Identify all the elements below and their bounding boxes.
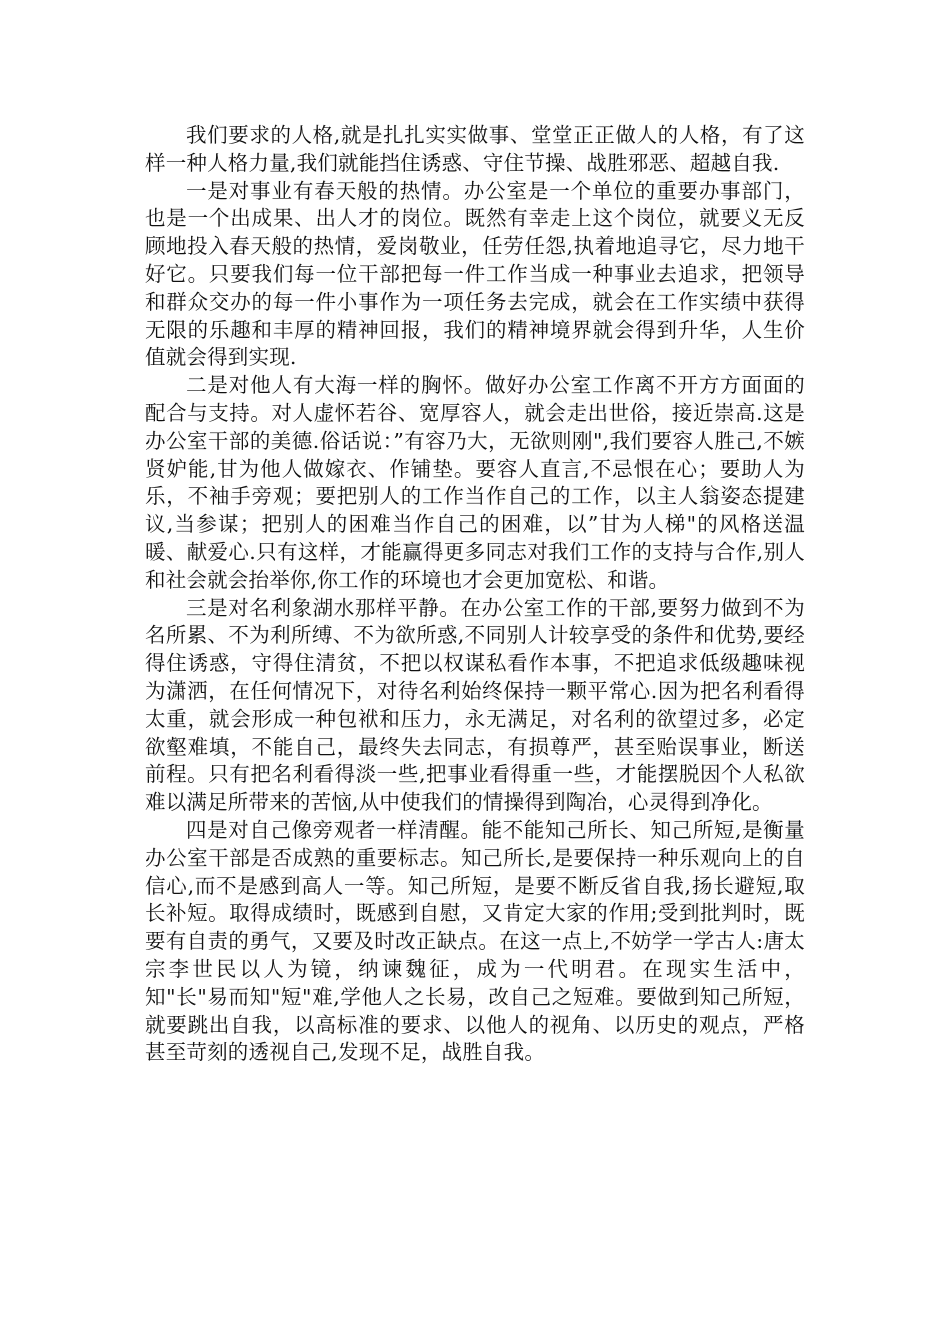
paragraph-point-1: 一是对事业有春天般的热情。办公室是一个单位的重要办事部门，也是一个出成果、出人才的岗位。既然有幸走上这个岗位，就要义无反顾地投入春天般的热情，爱岗敬业，任劳任怨,执着地追寻它，尽力地干好它。只要我们每一位干部把每一件工作当成一种事业去追求，把领导和群众交办的每一件小事作为一项任务去完成，就会在工作实绩中获得无限的乐趣和丰厚的精神回报，我们的精神境界就会得到升华，人生价值就会得到实现. (145, 178, 805, 370)
paragraph-point-2: 二是对他人有大海一样的胸怀。做好办公室工作离不开方方面面的配合与支持。对人虚怀若谷、宽厚容人，就会走出世俗，接近崇高.这是办公室干部的美德.俗话说：”有容乃大，无欲则刚",我们要容人胜己,不嫉贤妒能,甘为他人做嫁衣、作铺垫。要容人直言,不忌恨在心；要助人为乐，不袖手旁观；要把别人的工作当作自己的工作，以主人翁姿态提建议,当参谋；把别人的困难当作自己的困难，以”甘为人梯"的风格送温暖、献爱心.只有这样，才能赢得更多同志对我们工作的支持与合作,别人和社会就会抬举你,你工作的环境也才会更加宽松、和谐。 (145, 373, 805, 592)
paragraph-intro: 我们要求的人格,就是扎扎实实做事、堂堂正正做人的人格，有了这样一种人格力量,我们就能挡住诱惑、守住节操、战胜邪恶、超越自我. (145, 123, 805, 175)
document-body (145, 122, 805, 1067)
paragraph-point-3: 三是对名利象湖水那样平静。在办公室工作的干部,要努力做到不为名所累、不为利所缚、不为欲所惑,不同别人计较享受的条件和优势,要经得住诱惑，守得住清贫，不把以权谋私看作本事，不把追求低级趣味视为潇洒，在任何情况下，对待名利始终保持一颗平常心.因为把名利看得太重，就会形成一种包袱和压力，永无满足，对名利的欲望过多，必定欲壑难填，不能自己，最终失去同志，有损尊严，甚至贻误事业，断送前程。只有把名利看得淡一些,把事业看得重一些，才能摆脱因个人私欲难以满足所带来的苦恼,从中使我们的情操得到陶冶，心灵得到净化。 (145, 595, 805, 815)
paragraph-point-4: 四是对自己像旁观者一样清醒。能不能知己所长、知己所短,是衡量办公室干部是否成熟的重要标志。知己所长,是要保持一种乐观向上的自信心,而不是感到高人一等。知己所短，是要不断反省自我,扬长避短,取长补短。取得成绩时，既感到自慰，又肯定大家的作用;受到批判时，既要有自责的勇气，又要及时改正缺点。在这一点上,不妨学一学古人:唐太宗李世民以人为镜，纳谏魏征，成为一代明君。在现实生活中，知"长"易而知"短"难,学他人之长易，改自己之短难。要做到知己所短，就要跳出自我，以高标准的要求、以他人的视角、以历史的观点，严格甚至苛刻的透视自己,发现不足，战胜自我。 (145, 817, 805, 1065)
